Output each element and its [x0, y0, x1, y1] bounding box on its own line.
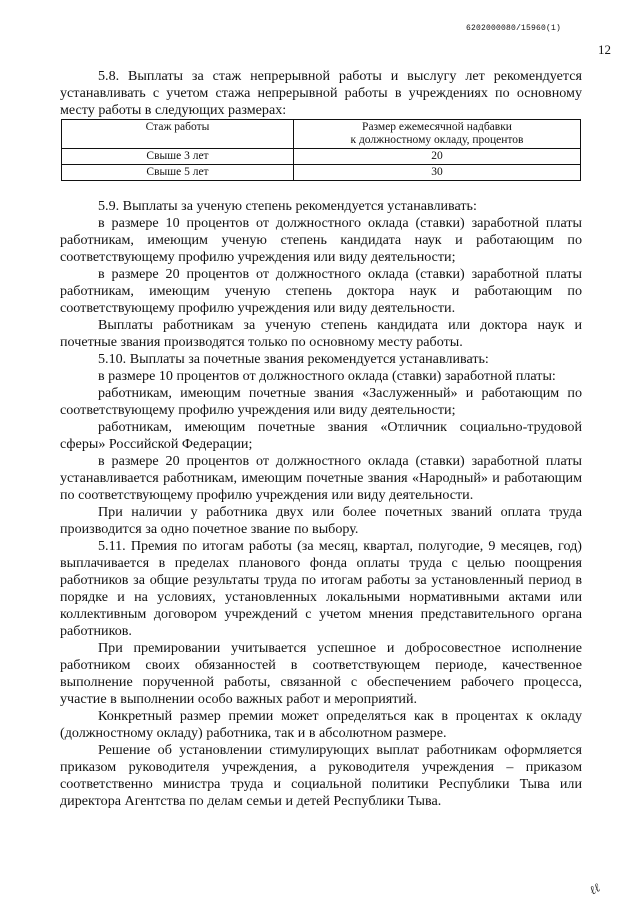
- paragraph: При наличии у работника двух или более почетных званий оплата труда производится за одно почетное звание по выбору.: [60, 504, 582, 537]
- table-header-bonus-line1: Размер ежемесячной надбавки: [362, 121, 512, 133]
- document-code: 6202000080/15960(1): [466, 24, 562, 33]
- paragraph: При премировании учитывается успешное и добросовестное исполнение работником своих обязанностей в соответствующем периоде, качественное выполнение порученной работы, связанной с обеспечением рабочего процесса, участие в выполнении особо важных работ и мероприятий.: [60, 640, 582, 707]
- paragraph-5-8: 5.8. Выплаты за стаж непрерывной работы и выслугу лет рекомендуется устанавливать с учетом стажа непрерывной работы в учреждениях по основному месту работы в следующих размерах:: [60, 68, 582, 118]
- initials-mark: ℓℓ: [586, 880, 603, 898]
- paragraph-5-10: 5.10. Выплаты за почетные звания рекомендуется устанавливать:: [98, 351, 489, 367]
- page-number: 12: [598, 42, 611, 57]
- table-cell-experience: Свыше 5 лет: [62, 165, 294, 181]
- table-cell-experience: Свыше 3 лет: [62, 149, 294, 165]
- paragraph: Решение об установлении стимулирующих выплат работникам оформляется приказом руководителя учреждения, а руководителя учреждения – приказом соответственно министра труда и социальной политики Республики Тыва или директора Агентства по делам семьи и детей Республики Тыва.: [60, 742, 582, 809]
- table-row: [62, 165, 581, 181]
- table-row: [62, 149, 581, 165]
- table-cell-percent: 20: [294, 149, 581, 165]
- paragraph-5-9: 5.9. Выплаты за ученую степень рекомендуется устанавливать:: [98, 198, 477, 214]
- paragraph: Выплаты работникам за ученую степень кандидата или доктора наук и почетные звания производятся только по основному месту работы.: [60, 317, 582, 350]
- spacer: [60, 181, 582, 198]
- paragraph: в размере 20 процентов от должностного оклада (ставки) заработной платы устанавливается работникам, имеющим почетные звания «Народный» и работающим по соответствующему профилю учреждения или виду деятельности.: [60, 453, 582, 503]
- table-header-bonus: [294, 120, 581, 149]
- paragraph-5-11: 5.11. Премия по итогам работы (за месяц, квартал, полугодие, 9 месяцев, год) выплачивается в пределах планового фонда оплаты труда с целью поощрения работников за общие результаты труда по итогам работы за установленный период в порядке и на условиях, установленных локальными нормативными актами или коллективным договором учреждений с учетом мнения представительного органа работников.: [60, 538, 582, 639]
- paragraph: Конкретный размер премии может определяться как в процентах к окладу (должностному окладу) работника, так и в абсолютном размере.: [60, 708, 582, 741]
- document-body: [60, 68, 582, 810]
- paragraph: работникам, имеющим почетные звания «Заслуженный» и работающим по соответствующему профилю учреждения или виду деятельности;: [60, 385, 582, 418]
- table-header-experience: Стаж работы: [62, 120, 294, 149]
- table-cell-percent: 30: [294, 165, 581, 181]
- paragraph: в размере 10 процентов от должностного оклада (ставки) заработной платы:: [98, 368, 556, 384]
- paragraph: в размере 10 процентов от должностного оклада (ставки) заработной платы работникам, имеющим ученую степень кандидата наук и работающим по соответствующему профилю учреждения или виду деятельности;: [60, 215, 582, 265]
- table-header-bonus-line2: к должностному окладу, процентов: [350, 134, 524, 146]
- seniority-bonus-table: [61, 119, 581, 181]
- paragraph: работникам, имеющим почетные звания «Отличник социально-трудовой сферы» Российской Федерации;: [60, 419, 582, 452]
- paragraph: в размере 20 процентов от должностного оклада (ставки) заработной платы работникам, имеющим ученую степень доктора наук и работающим по соответствующему профилю учреждения или виду деятельности.: [60, 266, 582, 316]
- table-header-row: [62, 120, 581, 149]
